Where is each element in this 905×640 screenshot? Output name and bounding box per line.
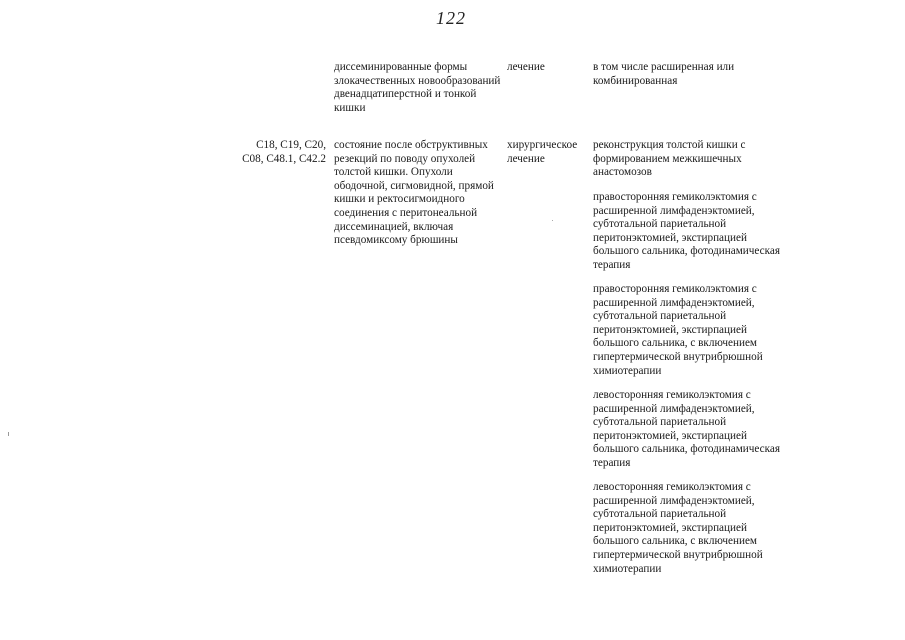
row1-description: диссеминированные формы злокачественных новообразований двенадцатиперстной и тонкой кишки <box>334 61 501 114</box>
row1-treatment-type: лечение <box>507 61 545 73</box>
row2-method-4: левосторонняя гемиколэктомия с расширенной лимфаденэктомией, субтотальной париетальной перитонэктомией, экстирпацией большого сальника, фотодинамическая терапия <box>593 389 781 469</box>
row2-codes <box>222 139 326 166</box>
scan-margin-mark <box>8 432 9 436</box>
row2-codes-line1: C18, C19, C20, <box>256 139 326 151</box>
row2-method-5: левосторонняя гемиколэктомия с расширенной лимфаденэктомией, субтотальной париетальной перитонэктомией, экстирпацией большого сальника, с включением гипертермической внутрибрюшной химиотерапии <box>593 481 763 575</box>
row2-method-3: правосторонняя гемиколэктомия с расширенной лимфаденэктомией, субтотальной париетальной перитонэктомией, экстирпацией большого сальника, с включением гипертермической внутрибрюшной химиотерапии <box>593 283 763 377</box>
row2-treatment-type: хирургическое лечение <box>507 139 578 165</box>
scan-speck <box>552 220 553 221</box>
row2-method-1: реконструкция толстой кишки с формированием межкишечных анастомозов <box>593 139 746 179</box>
row1-method: в том числе расширенная или комбинированная <box>593 61 735 87</box>
page-number: 122 <box>436 8 466 28</box>
row2-codes-line2: C08, C48.1, C42.2 <box>242 152 326 165</box>
row2-description: состояние после обструктивных резекций по поводу опухолей толстой кишки. Опухоли ободочной, сигмовидной, прямой кишки и ректосигмоидного соединения с перитонеальной диссеминацией, включая псевдомиксому брюшины <box>334 139 494 247</box>
row2-method-2: правосторонняя гемиколэктомия с расширенной лимфаденэктомией, субтотальной париетальной перитонэктомией, экстирпацией большого сальника, фотодинамическая терапия <box>593 191 781 271</box>
